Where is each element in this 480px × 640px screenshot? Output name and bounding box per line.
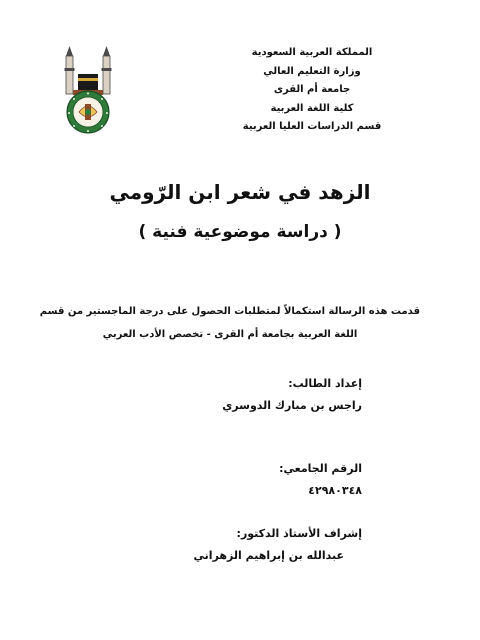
header-college: كلية اللغة العربية [270, 102, 354, 114]
statement-line: قدمت هذه الرسالة استكمالاً لمتطلبات الحصول على درجة الماجستير من قسم [39, 306, 420, 317]
thesis-subtitle: ( دراسة موضوعية فنية ) [138, 222, 342, 242]
student-id-number: ٤٢٩٨٠٣٤٨ [308, 484, 362, 497]
header-department: قسم الدراسات العليا العربية [242, 121, 382, 132]
student-id-label: الرقم الجامعي: [279, 462, 362, 475]
student-label: إعداد الطالب: [288, 377, 362, 390]
supervisor-label: إشراف الأستاذ الدكتور: [236, 527, 362, 540]
student-id-section [102, 458, 362, 502]
thesis-title: الزهد في شعر ابن الرّومي [109, 180, 371, 204]
institution-header [202, 44, 422, 137]
university-logo [52, 46, 124, 136]
university-logo-icon [52, 46, 124, 136]
student-section [102, 373, 362, 417]
statement-line: اللغة العربية بجامعة أم القرى - تخصص الأدب العربي [102, 329, 358, 340]
header-ministry: وزارة التعليم العالي [263, 65, 361, 77]
header-country: المملكة العربية السعودية [251, 47, 373, 58]
student-name: راجس بن مبارك الدوسري [222, 399, 362, 412]
supervisor-name: عبدالله بن إبراهيم الزهراني [193, 549, 344, 562]
supervisor-section [102, 523, 362, 567]
submission-statement [40, 300, 420, 346]
header-university: جامعة أم القرى [273, 84, 351, 95]
